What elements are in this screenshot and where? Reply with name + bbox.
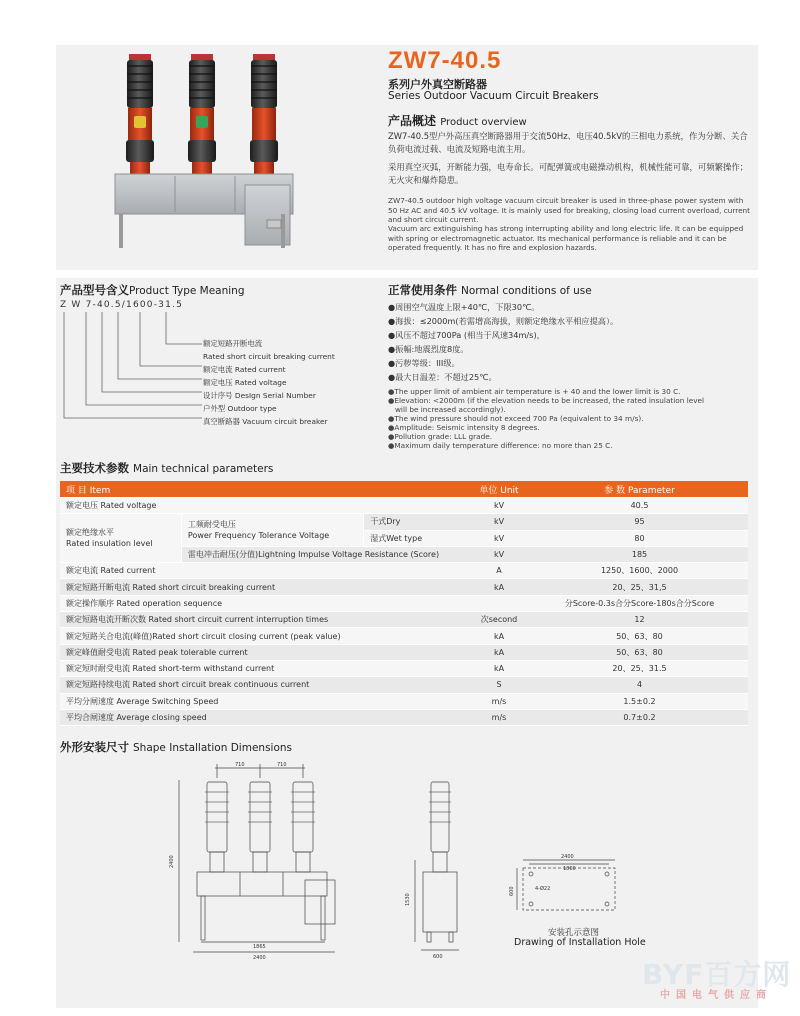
table-row [60, 677, 748, 693]
condition-en-3: will be increased accordingly). [388, 405, 506, 414]
overview-heading-en: Product overview [440, 117, 527, 128]
product-type-heading-cn: 产品型号含义 [60, 283, 129, 297]
condition-cn-1: ●周围空气温度上限+40℃，下限30℃。 [388, 302, 540, 312]
row-unit: m/s [467, 709, 531, 725]
pt-line-1: 额定短路开断电流 [203, 339, 263, 348]
series-title-en: Series Outdoor Vacuum Circuit Breakers [388, 90, 599, 102]
row-unit: kV [467, 514, 531, 530]
pt-line-3: 额定电流 Rated current [203, 365, 286, 374]
condition-cn-4: ●振幅:地震烈度8度。 [388, 344, 469, 354]
condition-cn-6: ●最大日温差：不超过25℃。 [388, 372, 497, 382]
conditions-heading-en: Normal conditions of use [461, 285, 592, 297]
condition-en-2: ●Elevation: <2000m (if the elevation needs to be increased, the rated insulation level [388, 396, 705, 405]
row-value: 50、63、80 [531, 644, 748, 660]
condition-cn-3: ●风压不超过700Pa (相当于风速34m/s)， [388, 330, 545, 340]
row-unit: kV [467, 530, 531, 546]
pt-line-6: 户外型 Outdoor type [203, 404, 277, 413]
condition-en-4: ●The wind pressure should not exceed 700 Pa (equivalent to 34 m/s). [388, 414, 644, 423]
dim-h: 2400 [169, 855, 175, 868]
overview-heading [388, 112, 527, 129]
breaker-photo [95, 50, 310, 260]
table-row [60, 514, 748, 530]
row-item: 额定短路持续电流 Rated short circuit break continuous current [60, 677, 467, 693]
row-value: 40.5 [531, 498, 748, 514]
model-title: ZW7-40.5 [388, 47, 502, 74]
install-heading-cn: 外形安装尺寸 [60, 740, 129, 754]
table-row [60, 709, 748, 725]
tech-heading-cn: 主要技术参数 [60, 461, 129, 475]
hole-caption-en: Drawing of Installation Hole [514, 937, 646, 948]
overview-en-paragraph-2: Vacuum arc extinguishing has strong interrupting ability and long electric life. It can be equipped with spring or electromagnetic actuator. Its mechanical performance is reliable and it can be operated frequently. It has no fire and explosion hazards. [388, 224, 744, 253]
table-row [60, 612, 748, 628]
series-title-cn: 系列户外真空断路器 [388, 78, 487, 91]
row-item: 额定电压 Rated voltage [60, 498, 467, 514]
pt-line-7: 真空断路器 Vacuum circuit breaker [203, 417, 328, 426]
header-unit: 单位 Unit [467, 481, 531, 498]
row-unit: kA [467, 644, 531, 660]
conditions-heading [388, 282, 592, 298]
row-value: 50、63、80 [531, 628, 748, 644]
condition-en-6: ●Pollution grade: LLL grade. [388, 432, 493, 441]
insulation-label [60, 514, 181, 563]
pt-line-2: Rated short circuit breaking current [203, 352, 335, 361]
row-item: 额定电流 Rated current [60, 563, 467, 579]
dim-w2: 2400 [253, 955, 266, 960]
row-item: 额定峰值耐受电流 Rated peak tolerable current [60, 644, 467, 660]
dim-side-h: 1530 [405, 893, 411, 906]
table-row [60, 563, 748, 579]
tech-heading [60, 460, 273, 476]
row-unit [467, 595, 531, 611]
row-unit: m/s [467, 693, 531, 709]
pf-label-en: Power Frequency Tolerance Voltage [187, 531, 330, 541]
insulation-label-en: Rated insulation level [66, 539, 153, 549]
table-row [60, 595, 748, 611]
install-heading [60, 739, 292, 755]
row-value: 80 [531, 530, 748, 546]
model-code: Z W 7-40.5/1600-31.5 [60, 300, 184, 310]
condition-cn-5: ●污秽等级：III级。 [388, 358, 460, 368]
tech-heading-en: Main technical parameters [133, 463, 274, 475]
row-item: 额定短路电流开断次数 Rated short circuit current interruption times [60, 612, 467, 628]
overview-cn-paragraph-1: ZW7-40.5型户外高压真空断路器用于交流50Hz、电压40.5kV的三相电力系统，作为分断、关合负荷电流过载、电流及短路电流主用。 [388, 131, 748, 154]
dim-w1: 1865 [253, 944, 266, 950]
row-item: 额定短时耐受电流 Rated short-term withstand current [60, 660, 467, 676]
pt-line-4: 额定电压 Rated voltage [203, 378, 287, 387]
header-param: 参 数 Parameter [531, 481, 748, 498]
wet-label: 湿式Wet type [364, 530, 467, 546]
row-unit: kA [467, 660, 531, 676]
lightning-label: 雷电冲击耐压(分值)Lightning Impulse Voltage Resistance (Score) [181, 546, 467, 562]
condition-en-5: ●Amplitude: Seismic intensity 8 degrees. [388, 423, 540, 432]
condition-cn-2: ●海拔：≤2000m(若需增高海拔，则额定绝缘水平相应提高）。 [388, 316, 619, 326]
table-row [60, 498, 748, 514]
table-row [60, 628, 748, 644]
watermark-logo: BYF百方网 [642, 958, 792, 991]
row-value: 0.7±0.2 [531, 709, 748, 725]
overview-en-paragraph-1: ZW7-40.5 outdoor high voltage vacuum circuit breaker is used in three-phase power system with 50 Hz AC and 40.5 kV voltage. It is mainly used for breaking, closing load current overload, current and short circuit current. [388, 196, 751, 225]
conditions-heading-cn: 正常使用条件 [388, 283, 457, 297]
condition-en-7: ●Maximum daily temperature difference: no more than 25 C. [388, 441, 613, 450]
row-value: 20、25、31,5 [531, 579, 748, 595]
condition-en-1: ●The upper limit of ambient air temperature is + 40 and the lower limit is 30 C. [388, 387, 681, 396]
dim-top-w: 2400 [561, 854, 574, 860]
table-row [60, 579, 748, 595]
row-unit: kA [467, 628, 531, 644]
row-value: 分Score-0.3s合分Score-180s合分Score [531, 595, 748, 611]
power-frequency-label [181, 514, 363, 547]
dim-b: 710 [277, 762, 287, 768]
row-item: 额定短路开断电流 Rated short circuit breaking current [60, 579, 467, 595]
dim-hole: 4-Ø22 [535, 886, 551, 892]
tech-table [60, 481, 748, 726]
dim-top-w2: 1860 [563, 866, 576, 872]
header-item: 项 目 Item [60, 481, 467, 498]
model-code-leaders [56, 310, 206, 430]
row-value: 1250、1600、2000 [531, 563, 748, 579]
row-unit: S [467, 677, 531, 693]
install-heading-en: Shape Installation Dimensions [133, 742, 293, 754]
row-unit: 次second [467, 612, 531, 628]
row-value: 185 [531, 546, 748, 562]
row-value: 95 [531, 514, 748, 530]
table-row [60, 660, 748, 676]
row-item: 额定操作顺序 Rated operation sequence [60, 595, 467, 611]
row-item: 平均分闸速度 Average Switching Speed [60, 693, 467, 709]
product-type-heading-en: Product Type Meaning [129, 285, 245, 297]
table-row [60, 644, 748, 660]
pt-line-5: 设计序号 DesIgn Serial Number [203, 391, 316, 400]
row-unit: A [467, 563, 531, 579]
pf-label-cn: 工频耐受电压 [187, 520, 236, 530]
row-unit: kV [467, 498, 531, 514]
row-value: 4 [531, 677, 748, 693]
overview-cn-paragraph-2: 采用真空灭弧，开断能力强，电寿命长。可配弹簧或电磁操动机构，机械性能可靠，可频繁操作；无火灾和爆炸隐患。 [388, 162, 749, 185]
product-type-heading [60, 282, 245, 298]
row-unit: kV [467, 546, 531, 562]
row-value: 1.5±0.2 [531, 693, 748, 709]
overview-heading-cn: 产品概述 [388, 114, 437, 128]
dim-hole-h: 600 [509, 886, 515, 896]
row-value: 12 [531, 612, 748, 628]
row-item: 平均合闸速度 Average closing speed [60, 709, 467, 725]
dry-label: 干式Dry [364, 514, 467, 530]
row-item: 额定短路关合电流(峰值)Rated short circuit closing current (peak value) [60, 628, 467, 644]
dim-a: 710 [235, 762, 245, 768]
hole-caption-cn: 安装孔示意图 [548, 928, 600, 938]
dim-side-w: 600 [433, 954, 443, 960]
table-row [60, 693, 748, 709]
insulation-label-cn: 额定绝缘水平 [66, 528, 114, 538]
watermark-subtitle: 中国电气供应商 [660, 990, 772, 1001]
row-unit: kA [467, 579, 531, 595]
tech-header-row [60, 481, 748, 498]
row-value: 20、25、31.5 [531, 660, 748, 676]
